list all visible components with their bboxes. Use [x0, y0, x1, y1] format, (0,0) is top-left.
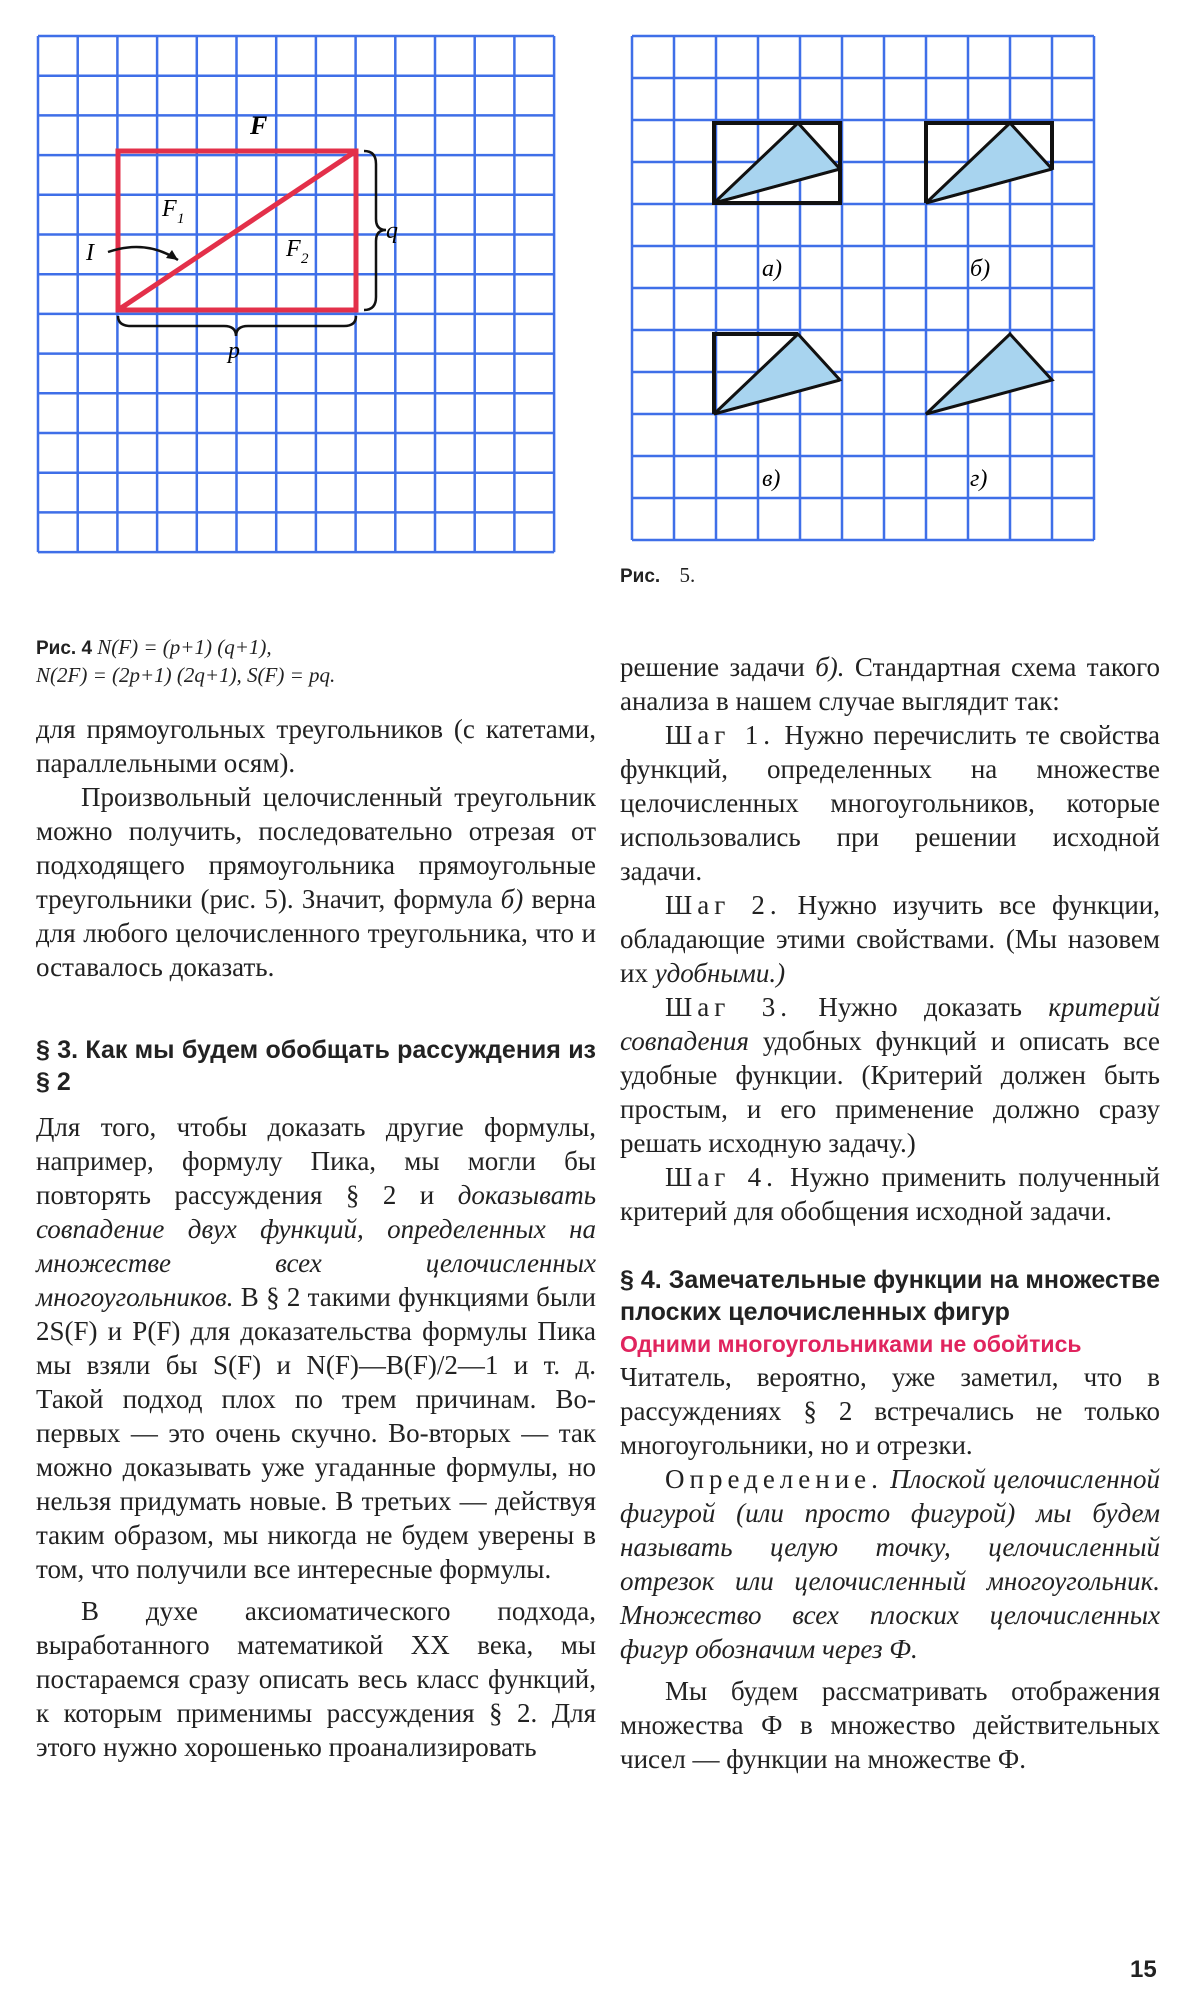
figure-5-caption-num: 5.	[679, 563, 696, 587]
brace-q	[364, 151, 386, 310]
shape-d	[926, 334, 1052, 414]
right-paragraph-5: Читатель, вероятно, уже заметил, что в рассуждениях § 2 встречались не только многоугольники, но и отрезки.	[620, 1362, 1160, 1460]
section-3-title: § 3. Как мы будем обобщать рассуждения из § 2	[36, 1036, 596, 1096]
figure-4	[36, 34, 556, 554]
label-F2: F	[286, 236, 301, 262]
label-c: в)	[762, 466, 781, 492]
step-3: Шаг 3. Нужно доказать критерий совпадения удобных функций и описать все удобные функции. (Критерий должен быть простым, и его применение должно сразу решать исходную задачу.)	[620, 992, 1161, 1158]
left-paragraph-2: Произвольный целочисленный треугольник можно получить, последовательно отрезая от подходящего прямоугольника прямоугольные треугольники (рис. 5). Значит, формула б) верна для любого целочисленного треугольника, что и оставалось доказать.	[36, 782, 596, 982]
figure-4-caption-prefix: Рис. 4	[36, 638, 93, 659]
label-d: г)	[970, 466, 988, 492]
section-4-title: § 4. Замечательные функции на множестве плоских целочисленных фигур	[620, 1266, 1160, 1326]
right-paragraph-1: решение задачи б). Стандартная схема такого анализа в нашем случае выглядит так:	[620, 652, 1160, 716]
label-F2-sub: 2	[301, 251, 309, 267]
section-4-subhead: Одними многоугольниками не обойтись	[620, 1331, 1082, 1357]
label-p: p	[228, 338, 240, 364]
left-paragraph-1: для прямоугольных треугольников (с катетами, параллельными осям).	[36, 714, 596, 778]
figure-4-grid	[38, 36, 554, 552]
figure-4-caption-line1: N(F) = (p+1) (q+1),	[97, 635, 272, 659]
figure-5	[630, 34, 1130, 554]
label-F1-sub: 1	[177, 211, 185, 227]
left-column	[36, 712, 596, 1764]
label-F1: F	[162, 196, 177, 222]
step-1: Шаг 1. Нужно перечислить те свойства функций, определенных на множестве целочисленных многоугольников, которые использовались при решении исходной задачи.	[620, 720, 1161, 886]
label-I: I	[86, 240, 94, 266]
step-4: Шаг 4. Нужно применить полученный критерий для обобщения исходной задачи.	[620, 1162, 1160, 1226]
left-paragraph-3: Для того, чтобы доказать другие формулы, например, формулу Пика, мы могли бы повторять рассуждения § 2 и доказывать совпадение двух функций, определенных на множестве всех целочисленных многоугольников. В § 2 такими функциями были 2S(F) и P(F) для доказательства формулы Пика мы взяли бы S(F) и N(F)—B(F)/2—1 и т. д. Такой подход плох по трем причинам. Во-первых — это очень скучно. Во-вторых — так можно доказывать уже угаданные формулы, но нельзя придумать новые. В третьих — действуя таким образом, мы никогда не будем уверены в том, что получили все интересные формулы.	[36, 1112, 596, 1584]
definition: Определение. Плоской целочисленной фигурой (или просто фигурой) мы будем называть целую точку, целочисленный отрезок или целочисленный многоугольник. Множество всех плоских целочисленных фигур обозначим через Ф.	[620, 1464, 1160, 1664]
figure-4-caption-line2: N(2F) = (2p+1) (2q+1), S(F) = pq.	[36, 663, 336, 687]
shape-c	[714, 334, 840, 414]
label-b: б)	[970, 256, 991, 282]
label-a: а)	[762, 256, 782, 282]
right-paragraph-6: Мы будем рассматривать отображения множества Ф в множество действительных чисел — функции на множестве Ф.	[620, 1676, 1160, 1774]
figure-5-caption	[620, 562, 695, 590]
page-number: 15	[1130, 1956, 1157, 1983]
label-q: q	[386, 218, 398, 244]
label-F: F	[250, 111, 268, 140]
figure-5-caption-prefix: Рис.	[620, 566, 661, 587]
figure-4-caption	[36, 634, 576, 688]
right-column	[620, 650, 1160, 1776]
step-2: Шаг 2. Нужно изучить все функции, обладающие этими свойствами. (Мы назовем их удобными.)	[620, 890, 1161, 988]
left-paragraph-4: В духе аксиоматического подхода, выработанного математикой XX века, мы постараемся сразу описать весь класс функций, к которым применимы рассуждения § 2. Для этого нужно хорошенько проанализировать	[36, 1596, 596, 1762]
figure-5-grid	[632, 36, 1094, 540]
